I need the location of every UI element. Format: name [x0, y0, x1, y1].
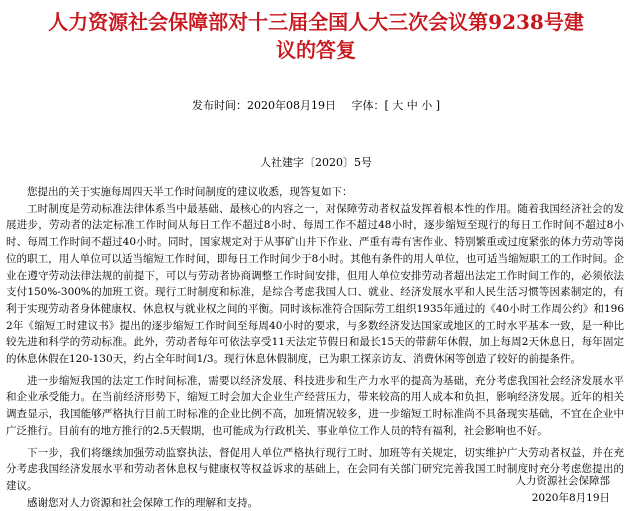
publish-label: 发布时间：	[191, 99, 247, 112]
paragraph: 感谢您对人力资源和社会保障工作的理解和支持。	[27, 496, 258, 509]
paragraph: 工时制度是劳动标准法律体系当中最基础、最核心的内容之一，对保障劳动者权益发挥着根本性的作用。随着我国经济社会的发展进步，劳动者的法定标准工作时间从每日工作不超过8小时、每周工作不超过48小时，逐步缩短至现行的每日工作时间不超过8小时、每周工作时间不超过40小时。同时，国家规定对于从事矿山井下作业、严重有毒有害作业、特别繁重或过度紧张的体力劳动等岗位的职工，用人单位可以适当缩短工作时间，即每日工作时间少于8小时。其他有条件的用人单位，也可适当缩短职工的工作时间。企业在遵守劳动法律法规的前提下，可以与劳动者协商调整工作时间安排，但用人单位安排劳动者超出法定工作时间工作的，必须依法支付150%-300%的加班工资。现行工时制度和标准，是综合考虑我国人口、就业、经济发展水平和人民生活习惯等因素制定的，有利于实现劳动者身体健康权、休息权与就业权之间的平衡。同时该标准符合国际劳工组织1935年通过的《40小时工作周公约》和1962年《缩短工时建议书》提出的逐步缩短工作时间至每周40小时的要求，与多数经济发达国家或地区的工时水平基本一致，是一种比较先进和科学的劳动标准。此外，劳动者每年可依法享受11天法定节假日和最长15天的带薪年休假，加上每周2天休息日，每年固定的休息休假在120-130天，约占全年时间1/3。现行休息休假制度，已为职工探亲访友、消费休闲等创造了较好的前提条件。	[6, 202, 624, 366]
font-label: 字体：	[351, 99, 385, 112]
signature-block	[516, 473, 611, 506]
font-size-selector	[351, 99, 440, 112]
signature-org: 人力资源社会保障部	[515, 475, 610, 487]
signature-date: 2020年8月19日	[531, 491, 610, 504]
font-size-options[interactable]: [ 大 中 小 ]	[384, 99, 441, 112]
document-title	[0, 8, 632, 64]
document-body	[6, 184, 624, 511]
publish-date: 2020年08月19日	[246, 99, 336, 112]
publish-time	[192, 99, 336, 112]
paragraph: 下一步，我们将继续加强劳动监察执法，督促用人单位严格执行现行工时、加班等有关规定，切实维护广大劳动者权益，并在充分考虑我国经济发展水平和劳动者休息权与健康权等权益诉求的基础上，在会同有关部门研究完善我国工时制度时充分考虑您提出的建议。	[6, 446, 624, 492]
meta-bar	[0, 98, 632, 114]
document-number: 人社建字〔2020〕5号	[260, 156, 372, 169]
title-line-1: 人力资源社会保障部对十三届全国人大三次会议第9238号建	[48, 10, 584, 34]
title-line-2: 议的答复	[276, 38, 356, 62]
paragraph: 进一步缩短我国的法定工作时间标准，需要以经济发展、科技进步和生产力水平的提高为基础，充分考虑我国社会经济发展水平和企业承受能力。在当前经济形势下，缩短工时会加大企业生产经营压力，带来较高的用人成本和负担，影响经济发展。近年的相关调查显示，我国能够严格执行目前工时标准的企业比例不高，加班情况较多，进一步缩短工时标准尚不具备现实基础，不宜在企业中广泛推行。目前有的地方推行的2.5天假期，也可能成为行政机关、事业单位工作人员的特有福利，社会影响也不好。	[6, 374, 624, 437]
paragraph: 您提出的关于实施每周四天半工作时间制度的建议收悉，现答复如下：	[27, 186, 353, 198]
